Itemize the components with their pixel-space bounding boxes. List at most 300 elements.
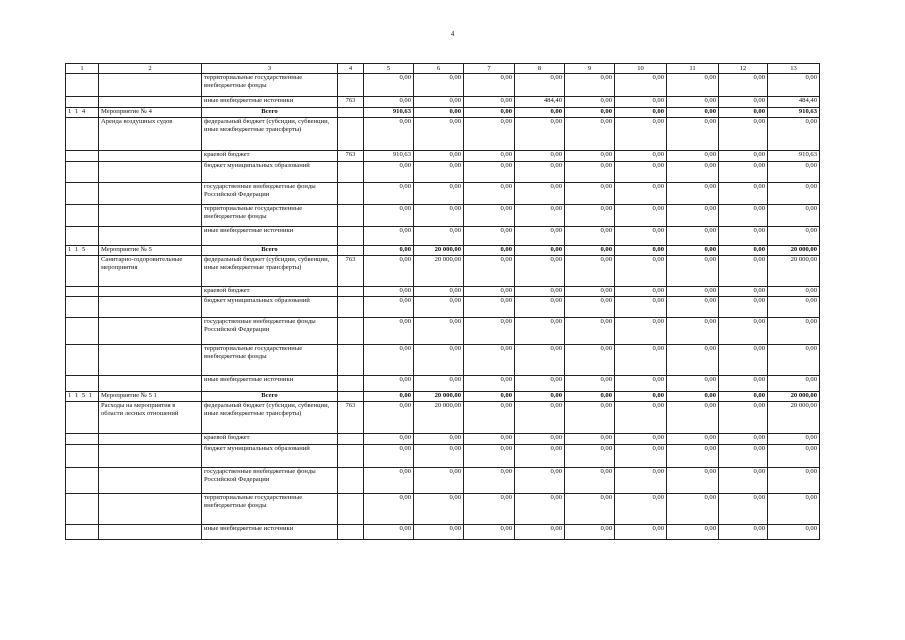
column-number-cell: 1 — [66, 64, 99, 74]
amount-cell: 20 000,00 — [768, 246, 820, 256]
amount-cell: 0,00 — [768, 205, 820, 227]
amount-cell: 0,00 — [364, 376, 414, 392]
table-row — [66, 97, 820, 108]
row-index-cell — [66, 297, 99, 318]
row-index-cell — [66, 227, 99, 246]
amount-cell: 0,00 — [464, 494, 515, 525]
amount-cell: 0,00 — [667, 318, 719, 345]
amount-cell: 0,00 — [768, 468, 820, 494]
amount-cell: 0,00 — [414, 162, 464, 183]
budget-code-cell: 763 — [338, 151, 364, 162]
amount-cell: 0,00 — [515, 318, 565, 345]
amount-cell: 0,00 — [364, 345, 414, 376]
measure-name-cell — [99, 445, 202, 468]
amount-cell: 20 000,00 — [414, 392, 464, 402]
column-number-cell: 12 — [719, 64, 768, 74]
row-index-cell — [66, 494, 99, 525]
amount-cell: 0,00 — [719, 108, 768, 118]
amount-cell: 0,00 — [364, 402, 414, 434]
amount-cell: 0,00 — [515, 205, 565, 227]
amount-cell: 0,00 — [414, 108, 464, 118]
amount-cell: 0,00 — [667, 74, 719, 97]
amount-cell: 0,00 — [515, 468, 565, 494]
amount-cell: 0,00 — [667, 494, 719, 525]
amount-cell: 0,00 — [615, 108, 667, 118]
measure-name-cell — [99, 162, 202, 183]
row-index-cell — [66, 345, 99, 376]
amount-cell: 0,00 — [615, 392, 667, 402]
amount-cell: 0,00 — [414, 434, 464, 445]
amount-cell: 0,00 — [464, 445, 515, 468]
row-index-cell — [66, 205, 99, 227]
amount-cell: 0,00 — [667, 434, 719, 445]
amount-cell: 0,00 — [565, 287, 615, 297]
amount-cell: 0,00 — [667, 445, 719, 468]
amount-cell: 0,00 — [565, 108, 615, 118]
funding-source-cell: иные внебюджетные источники — [202, 376, 338, 392]
budget-code-cell — [338, 392, 364, 402]
amount-cell: 0,00 — [768, 183, 820, 205]
amount-cell: 0,00 — [565, 434, 615, 445]
amount-cell: 0,00 — [667, 118, 719, 151]
budget-code-cell — [338, 162, 364, 183]
funding-source-cell: краевой бюджет — [202, 434, 338, 445]
amount-cell: 0,00 — [515, 74, 565, 97]
column-number-cell: 3 — [202, 64, 338, 74]
amount-cell: 0,00 — [719, 376, 768, 392]
amount-cell: 0,00 — [768, 227, 820, 246]
amount-cell: 0,00 — [364, 434, 414, 445]
amount-cell: 0,00 — [667, 151, 719, 162]
amount-cell: 0,00 — [615, 183, 667, 205]
table-row — [66, 402, 820, 434]
amount-cell: 0,00 — [565, 162, 615, 183]
amount-cell: 0,00 — [667, 227, 719, 246]
amount-cell: 0,00 — [414, 118, 464, 151]
amount-cell: 0,00 — [565, 297, 615, 318]
amount-cell: 20 000,00 — [414, 256, 464, 287]
amount-cell: 0,00 — [515, 434, 565, 445]
amount-cell: 0,00 — [615, 376, 667, 392]
table-row — [66, 108, 820, 118]
amount-cell: 0,00 — [515, 162, 565, 183]
amount-cell: 0,00 — [515, 227, 565, 246]
table-row — [66, 162, 820, 183]
budget-code-cell — [338, 297, 364, 318]
amount-cell: 0,00 — [615, 205, 667, 227]
amount-cell: 0,00 — [615, 525, 667, 540]
amount-cell: 0,00 — [719, 434, 768, 445]
amount-cell: 0,00 — [565, 525, 615, 540]
budget-code-cell — [338, 376, 364, 392]
amount-cell: 0,00 — [615, 402, 667, 434]
amount-cell: 0,00 — [719, 183, 768, 205]
amount-cell: 0,00 — [515, 494, 565, 525]
measure-name-cell — [99, 297, 202, 318]
amount-cell: 0,00 — [364, 445, 414, 468]
amount-cell: 0,00 — [667, 287, 719, 297]
funding-source-cell: государственные внебюджетные фонды Российской Федерации — [202, 183, 338, 205]
amount-cell: 0,00 — [719, 445, 768, 468]
funding-source-cell: территориальные государственные внебюджетные фонды — [202, 74, 338, 97]
budget-code-cell — [338, 74, 364, 97]
funding-source-cell: федеральный бюджет (субсидии, субвенции, иные межбюджетные трансферты) — [202, 402, 338, 434]
amount-cell: 0,00 — [768, 445, 820, 468]
measure-name-cell — [99, 151, 202, 162]
amount-cell: 0,00 — [364, 318, 414, 345]
measure-name-cell — [99, 287, 202, 297]
amount-cell: 0,00 — [515, 246, 565, 256]
amount-cell: 0,00 — [615, 468, 667, 494]
measure-name-cell — [99, 74, 202, 97]
amount-cell: 0,00 — [364, 256, 414, 287]
row-index-cell: 1 1 5 — [66, 246, 99, 256]
amount-cell: 0,00 — [615, 318, 667, 345]
amount-cell: 0,00 — [364, 227, 414, 246]
column-number-cell: 4 — [338, 64, 364, 74]
column-number-cell: 7 — [464, 64, 515, 74]
amount-cell: 0,00 — [615, 97, 667, 108]
funding-source-cell: государственные внебюджетные фонды Российской Федерации — [202, 468, 338, 494]
amount-cell: 0,00 — [565, 318, 615, 345]
amount-cell: 0,00 — [364, 287, 414, 297]
amount-cell: 0,00 — [464, 183, 515, 205]
amount-cell: 0,00 — [667, 297, 719, 318]
amount-cell: 0,00 — [414, 445, 464, 468]
row-index-cell — [66, 287, 99, 297]
amount-cell: 0,00 — [719, 494, 768, 525]
amount-cell: 0,00 — [565, 74, 615, 97]
budget-code-cell — [338, 434, 364, 445]
amount-cell: 0,00 — [414, 297, 464, 318]
amount-cell: 0,00 — [615, 345, 667, 376]
amount-cell: 0,00 — [515, 287, 565, 297]
table-row — [66, 434, 820, 445]
amount-cell: 0,00 — [515, 392, 565, 402]
amount-cell: 0,00 — [719, 345, 768, 376]
amount-cell: 0,00 — [515, 118, 565, 151]
amount-cell: 0,00 — [615, 445, 667, 468]
amount-cell: 910,63 — [768, 108, 820, 118]
amount-cell: 0,00 — [414, 183, 464, 205]
amount-cell: 0,00 — [565, 402, 615, 434]
amount-cell: 0,00 — [414, 345, 464, 376]
column-number-cell: 10 — [615, 64, 667, 74]
row-index-cell: 1 1 5 1 — [66, 392, 99, 402]
budget-code-cell — [338, 345, 364, 376]
budget-code-cell: 763 — [338, 256, 364, 287]
column-number-cell: 2 — [99, 64, 202, 74]
amount-cell: 0,00 — [719, 287, 768, 297]
table-row — [66, 297, 820, 318]
column-number-cell: 13 — [768, 64, 820, 74]
amount-cell: 0,00 — [719, 318, 768, 345]
budget-code-cell — [338, 445, 364, 468]
amount-cell: 0,00 — [414, 97, 464, 108]
table-row — [66, 183, 820, 205]
amount-cell: 0,00 — [565, 97, 615, 108]
amount-cell: 0,00 — [768, 494, 820, 525]
amount-cell: 0,00 — [768, 297, 820, 318]
amount-cell: 0,00 — [414, 318, 464, 345]
funding-source-cell: иные внебюджетные источники — [202, 525, 338, 540]
amount-cell: 20 000,00 — [768, 392, 820, 402]
amount-cell: 0,00 — [667, 183, 719, 205]
funding-source-cell: Всего — [202, 108, 338, 118]
row-index-cell — [66, 318, 99, 345]
amount-cell: 484,40 — [515, 97, 565, 108]
amount-cell: 0,00 — [719, 402, 768, 434]
budget-table — [65, 63, 820, 540]
amount-cell: 0,00 — [719, 74, 768, 97]
amount-cell: 0,00 — [667, 402, 719, 434]
amount-cell: 0,00 — [719, 205, 768, 227]
amount-cell: 0,00 — [667, 256, 719, 287]
amount-cell: 0,00 — [515, 108, 565, 118]
amount-cell: 0,00 — [768, 74, 820, 97]
amount-cell: 0,00 — [414, 468, 464, 494]
column-number-cell: 5 — [364, 64, 414, 74]
amount-cell: 0,00 — [515, 525, 565, 540]
row-index-cell — [66, 468, 99, 494]
table-row — [66, 345, 820, 376]
amount-cell: 0,00 — [768, 118, 820, 151]
amount-cell: 0,00 — [515, 256, 565, 287]
amount-cell: 0,00 — [364, 118, 414, 151]
amount-cell: 0,00 — [719, 246, 768, 256]
amount-cell: 0,00 — [464, 392, 515, 402]
amount-cell: 0,00 — [414, 151, 464, 162]
amount-cell: 0,00 — [565, 246, 615, 256]
measure-name-cell — [99, 434, 202, 445]
row-index-cell — [66, 162, 99, 183]
funding-source-cell: бюджет муниципальных образований — [202, 162, 338, 183]
amount-cell: 0,00 — [615, 287, 667, 297]
budget-code-cell — [338, 118, 364, 151]
row-index-cell — [66, 445, 99, 468]
row-index-cell — [66, 525, 99, 540]
amount-cell: 0,00 — [515, 297, 565, 318]
amount-cell: 0,00 — [515, 183, 565, 205]
amount-cell: 0,00 — [667, 97, 719, 108]
amount-cell: 0,00 — [615, 227, 667, 246]
row-index-cell — [66, 183, 99, 205]
amount-cell: 0,00 — [768, 287, 820, 297]
amount-cell: 0,00 — [719, 227, 768, 246]
table-row — [66, 227, 820, 246]
amount-cell: 0,00 — [464, 287, 515, 297]
measure-name-cell — [99, 345, 202, 376]
amount-cell: 0,00 — [719, 468, 768, 494]
row-index-cell: 1 1 4 — [66, 108, 99, 118]
amount-cell: 0,00 — [615, 74, 667, 97]
amount-cell: 0,00 — [667, 468, 719, 494]
measure-name-cell — [99, 227, 202, 246]
amount-cell: 0,00 — [565, 151, 615, 162]
budget-code-cell — [338, 227, 364, 246]
measure-name-cell: Мероприятие № 5 1 — [99, 392, 202, 402]
amount-cell: 20 000,00 — [768, 256, 820, 287]
measure-name-cell: Расходы на мероприятия в области лесных отношений — [99, 402, 202, 434]
amount-cell: 0,00 — [719, 162, 768, 183]
row-index-cell — [66, 151, 99, 162]
amount-cell: 0,00 — [414, 74, 464, 97]
amount-cell: 0,00 — [464, 246, 515, 256]
amount-cell: 0,00 — [615, 118, 667, 151]
amount-cell: 910,63 — [768, 151, 820, 162]
amount-cell: 0,00 — [667, 392, 719, 402]
table-row — [66, 74, 820, 97]
amount-cell: 0,00 — [768, 318, 820, 345]
amount-cell: 0,00 — [414, 205, 464, 227]
budget-code-cell — [338, 494, 364, 525]
page-number: 4 — [450, 30, 455, 38]
table-row — [66, 445, 820, 468]
amount-cell: 0,00 — [768, 162, 820, 183]
funding-source-cell: территориальные государственные внебюджетные фонды — [202, 205, 338, 227]
measure-name-cell — [99, 183, 202, 205]
row-index-cell — [66, 74, 99, 97]
amount-cell: 0,00 — [364, 183, 414, 205]
amount-cell: 20 000,00 — [414, 402, 464, 434]
amount-cell: 0,00 — [414, 494, 464, 525]
table-row — [66, 118, 820, 151]
amount-cell: 0,00 — [364, 525, 414, 540]
amount-cell: 20 000,00 — [414, 246, 464, 256]
measure-name-cell — [99, 205, 202, 227]
amount-cell: 0,00 — [464, 402, 515, 434]
budget-code-cell: 763 — [338, 97, 364, 108]
amount-cell: 0,00 — [464, 162, 515, 183]
amount-cell: 0,00 — [768, 434, 820, 445]
funding-source-cell: территориальные государственные внебюджетные фонды — [202, 494, 338, 525]
amount-cell: 0,00 — [719, 97, 768, 108]
measure-name-cell — [99, 468, 202, 494]
amount-cell: 0,00 — [464, 151, 515, 162]
table-row — [66, 205, 820, 227]
amount-cell: 0,00 — [515, 376, 565, 392]
amount-cell: 0,00 — [565, 183, 615, 205]
budget-code-cell — [338, 108, 364, 118]
amount-cell: 0,00 — [515, 445, 565, 468]
row-index-cell — [66, 256, 99, 287]
amount-cell: 0,00 — [768, 525, 820, 540]
amount-cell: 0,00 — [364, 468, 414, 494]
amount-cell: 0,00 — [615, 434, 667, 445]
table-row — [66, 151, 820, 162]
budget-code-cell — [338, 287, 364, 297]
budget-code-cell — [338, 205, 364, 227]
amount-cell: 0,00 — [565, 205, 615, 227]
measure-name-cell: Аренда воздушных судов — [99, 118, 202, 151]
amount-cell: 0,00 — [464, 74, 515, 97]
amount-cell: 0,00 — [615, 151, 667, 162]
funding-source-cell: бюджет муниципальных образований — [202, 297, 338, 318]
funding-source-cell: федеральный бюджет (субсидии, субвенции, иные межбюджетные трансферты) — [202, 256, 338, 287]
measure-name-cell — [99, 97, 202, 108]
amount-cell: 0,00 — [364, 74, 414, 97]
amount-cell: 0,00 — [565, 118, 615, 151]
column-number-cell: 6 — [414, 64, 464, 74]
amount-cell: 0,00 — [615, 494, 667, 525]
amount-cell: 0,00 — [464, 256, 515, 287]
amount-cell: 0,00 — [667, 162, 719, 183]
amount-cell: 0,00 — [364, 494, 414, 525]
row-index-cell — [66, 434, 99, 445]
measure-name-cell — [99, 494, 202, 525]
table-row — [66, 392, 820, 402]
funding-source-cell: иные внебюджетные источники — [202, 227, 338, 246]
amount-cell: 0,00 — [414, 376, 464, 392]
amount-cell: 0,00 — [615, 297, 667, 318]
table-row — [66, 468, 820, 494]
amount-cell: 0,00 — [364, 297, 414, 318]
amount-cell: 910,63 — [364, 151, 414, 162]
budget-code-cell — [338, 468, 364, 494]
funding-source-cell: государственные внебюджетные фонды Российской Федерации — [202, 318, 338, 345]
measure-name-cell: Мероприятие № 5 — [99, 246, 202, 256]
funding-source-cell: иные внебюджетные источники — [202, 97, 338, 108]
amount-cell: 0,00 — [565, 392, 615, 402]
amount-cell: 0,00 — [667, 376, 719, 392]
amount-cell: 0,00 — [464, 205, 515, 227]
funding-source-cell: краевой бюджет — [202, 151, 338, 162]
amount-cell: 0,00 — [565, 445, 615, 468]
amount-cell: 0,00 — [515, 151, 565, 162]
amount-cell: 0,00 — [667, 205, 719, 227]
column-number-cell: 11 — [667, 64, 719, 74]
amount-cell: 0,00 — [719, 392, 768, 402]
amount-cell: 0,00 — [464, 376, 515, 392]
amount-cell: 0,00 — [565, 468, 615, 494]
amount-cell: 0,00 — [768, 345, 820, 376]
amount-cell: 0,00 — [667, 525, 719, 540]
funding-source-cell: краевой бюджет — [202, 287, 338, 297]
amount-cell: 484,40 — [768, 97, 820, 108]
amount-cell: 0,00 — [414, 287, 464, 297]
amount-cell: 0,00 — [719, 525, 768, 540]
amount-cell: 0,00 — [667, 108, 719, 118]
amount-cell: 0,00 — [515, 345, 565, 376]
row-index-cell — [66, 97, 99, 108]
row-index-cell — [66, 402, 99, 434]
amount-cell: 0,00 — [464, 97, 515, 108]
amount-cell: 0,00 — [464, 525, 515, 540]
amount-cell: 0,00 — [667, 345, 719, 376]
row-index-cell — [66, 376, 99, 392]
funding-source-cell: территориальные государственные внебюджетные фонды — [202, 345, 338, 376]
row-index-cell — [66, 118, 99, 151]
budget-code-cell: 763 — [338, 402, 364, 434]
amount-cell: 0,00 — [464, 118, 515, 151]
amount-cell: 0,00 — [615, 256, 667, 287]
funding-source-cell: федеральный бюджет (субсидии, субвенции, иные межбюджетные трансферты) — [202, 118, 338, 151]
budget-code-cell — [338, 318, 364, 345]
amount-cell: 0,00 — [364, 205, 414, 227]
amount-cell: 0,00 — [565, 494, 615, 525]
amount-cell: 0,00 — [719, 297, 768, 318]
funding-source-cell: бюджет муниципальных образований — [202, 445, 338, 468]
amount-cell: 0,00 — [414, 525, 464, 540]
amount-cell: 0,00 — [719, 151, 768, 162]
budget-code-cell — [338, 246, 364, 256]
table-row — [66, 376, 820, 392]
amount-cell: 0,00 — [615, 162, 667, 183]
amount-cell: 0,00 — [464, 468, 515, 494]
amount-cell: 20 000,00 — [768, 402, 820, 434]
funding-source-cell: Всего — [202, 392, 338, 402]
amount-cell: 910,63 — [364, 108, 414, 118]
